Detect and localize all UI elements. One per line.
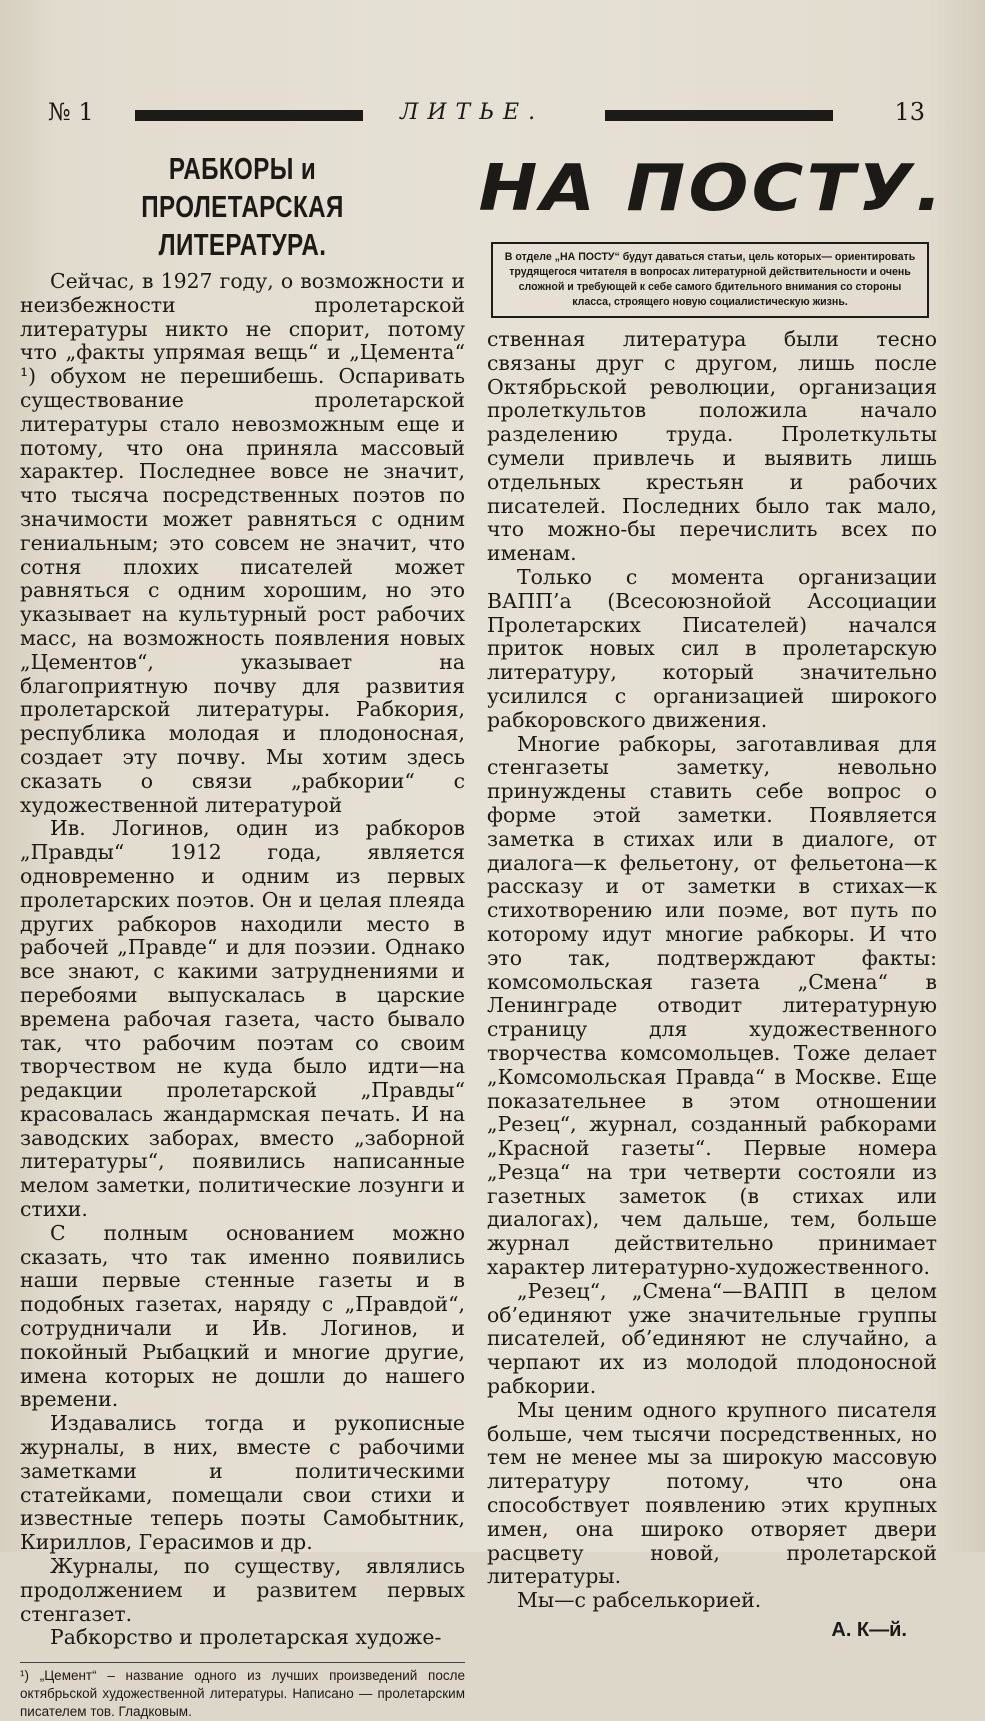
paragraph: Мы ценим одного крупного писателя больше, чем тысячи посредственных, но тем не менее мы за широкую массовую литературу потому, что она способствует появлению этих крупных имен, она широко отворяет двери расцвету новой, пролетарской литературы. [487,1397,937,1589]
article-title: РАБКОРЫ и ПРОЛЕТАРСКАЯ ЛИТЕРАТУРА. [141,151,344,262]
page-header [40,98,925,132]
paragraph: Только с момента организации ВАПП’а (Всесоюзнойой Ассоциации Пролетарских Писателей) начался приток новых сил в пролетарскую литературу, который значительно усилился с организацией широкого рабкоровского движения. [487,564,937,732]
section-notice-box: В отделе „НА ПОСТУ“ будут даваться статьи, цель которых— ориентировать трудящегося читателя в вопросах литературной действительности и очень сложной и требующей к себе самого бдительного внимания со стороны класса, строящего новую социалистическую жизнь. [491,242,929,318]
section-running-title: ЛИТЬЕ. [400,100,545,125]
author-signature: А. К—й. [831,1619,907,1642]
footnote: ¹) „Цемент“ – название одного из лучших произведений после октябрьской художественной литературы. Написано — пролетарским писателем тов. Гладковым. [20,1662,465,1721]
header-rule-right [605,110,833,121]
paragraph: „Резец“, „Смена“—ВАПП в целом об’единяют уже значительные группы писателей, об’единяют не случайно, а черпают их из молодой плодоносной рабкории. [487,1278,937,1399]
paragraph: Мы—с рабселькорией. [517,1588,762,1613]
paragraph: С полным основанием можно сказать, что так именно появились наши первые стенные газеты и в подобных газетах, наряду с „Правдой“, сотрудничали и Ив. Логинов, и покойный Рыбацкий и многие другие, имена которых не дошли до нашего времени. [20,1220,465,1412]
paragraph: Издавались тогда и рукописные журналы, в них, вместе с рабочими заметками и политическими статейками, помещали свои стихи и известные теперь поэты Самобытник, Кириллов, Герасимов и др. [20,1411,465,1555]
right-column [478,150,946,1642]
paragraph: ственная литература были тесно связаны друг с другом, лишь после Октябрьской революции, организация пролеткультов положила начало разделению труда. Пролеткульты сумели привлечь и выявить лишь отдельных крестьян и рабочих писателей. Последних было так мало, что можно-бы перечислить всех по именам. [487,327,937,566]
header-rule-left [135,110,363,121]
paragraph: Ив. Логинов, один из рабкоров „Правды“ 1912 года, является одновременно и одним из первых пролетарских поэтов. Он и целая плеяда других рабкоров находили место в рабочей „Правде“ и для поэзии. Однако все знают, с какими затруднениями и перебоями выпускалась в царские времена рабочая газета, часто бывало так, что рабочим поэтам со своим творчеством не куда было идти—на редакции пролетарской „Правды“ красовалась жандармская печать. И на заводских заборах, вместо „заборной литературы“, появились написанные мелом заметки, политические лозунги и стихи. [20,816,465,1222]
page-number: 13 [894,98,925,126]
paragraph: Многие рабкоры, заготавливая для стенгазеты заметку, невольно принуждены ставить себе вопрос о форме этой заметки. Появляется заметка в стихах или в диалоге, от диалога—к фельетону, от фельетона—к рассказу и от заметки в стихах—к стихотворению или поэме, вот путь по которому идут многие рабкоры. И что это так, подтверждают факты: комсомольская газета „Смена“ в Ленинграде отводит литературную страницу для художественного творчества комсомольцев. Тоже делает „Комсомольская Правда“ в Москве. Еще показательнее в этом отношении „Резец“, журнал, созданный рабкорами „Красной газеты“. Первые номера „Резца“ на три четверти состояли из газетных заметок (в стихах или диалогах), чем дальше, тем, больше журнал действительно принимает характер литературно-художественного. [487,731,937,1280]
section-banner: НА ПОСТУ. [478,152,946,226]
paragraph: Сейчас, в 1927 году, о возможности и неизбежности пролетарской литературы никто не спорит, потому что „факты упрямая вещь“ и „Цемента“ ¹) обухом не перешибешь. Оспаривать существование пролетарской литературы стало невозможным еще и потому, что она приняла массовый характер. Последнее вовсе не значит, что тысяча посредственных поэтов по значимости может равняться с одним гениальным; это совсем не значит, что сотня плохих писателей может равняться с одним хорошим, но это указывает на культурный рост рабочих масс, на возможность появления новых „Цементов“, указывает на благоприятную почву для развития пролетарской литературы. Рабкория, республика молодая и плодоносная, создает эту почву. Мы хотим здесь сказать о связи „рабкории“ с художественной литературой [20,269,465,817]
issue-number: № 1 [48,98,94,126]
left-column [20,150,465,1721]
paragraph: Рабкорство и пролетарская художе- [50,1625,442,1650]
paragraph: Журналы, по существу, являлись продолжением и развитем первых стенгазет. [20,1554,465,1626]
